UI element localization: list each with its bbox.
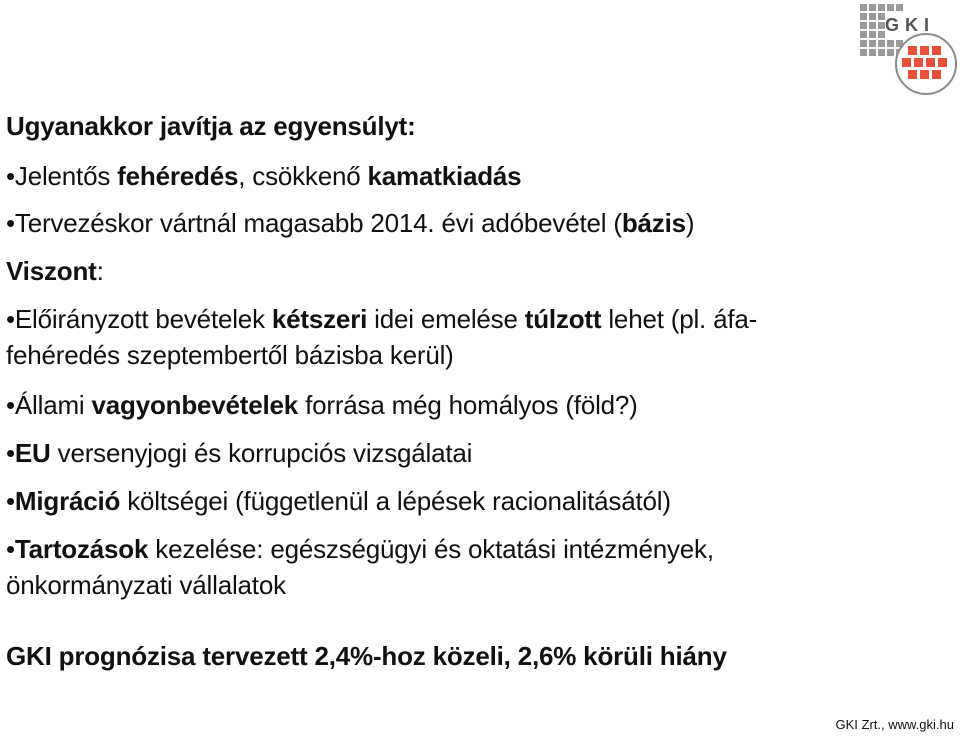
body-text: •Jelentős: [6, 161, 118, 191]
text-line-7: [6, 389, 638, 421]
body-text: •: [6, 486, 15, 516]
body-text: forrása még homályos (föld?): [298, 390, 638, 420]
body-text: •Tervezéskor vártnál magasabb 2014. évi adóbevétel (: [6, 208, 622, 238]
body-text: kezelése: egészségügyi és oktatási intézmények,: [148, 534, 714, 564]
text-line-9: [6, 485, 671, 517]
text-line-3: [6, 207, 694, 239]
emphasis-text: kétszeri: [271, 304, 368, 334]
emphasis-text: Viszont: [6, 256, 97, 286]
text-line-5: [6, 303, 757, 335]
emphasis-text: Tartozások: [14, 534, 149, 564]
body-text: :: [96, 256, 104, 286]
body-text: költségei (függetlenül a lépések racionalitásától): [120, 486, 671, 516]
emphasis-text: EU: [14, 438, 51, 468]
gki-logo-icon: [858, 2, 958, 102]
body-text: •: [6, 534, 15, 564]
gki-logo-text: GKI: [885, 15, 936, 35]
body-text: , csökkenő: [238, 161, 368, 191]
emphasis-text: túlzott: [524, 304, 602, 334]
body-text: fehéredés szeptembertől bázisba kerül): [6, 340, 454, 370]
text-line-10: [6, 533, 714, 565]
text-line-1: [6, 110, 416, 142]
body-text: ): [685, 208, 695, 238]
emphasis-text: bázis: [621, 208, 686, 238]
text-line-11: [6, 569, 286, 601]
text-line-6: [6, 339, 454, 371]
text-line-2: [6, 160, 521, 192]
body-text: lehet (pl. áfa-: [601, 304, 758, 334]
text-line-8: [6, 437, 472, 469]
body-text: •Előirányzott bevételek: [6, 304, 272, 334]
gki-logo: [858, 2, 958, 102]
emphasis-text: fehéredés: [117, 161, 239, 191]
body-text: •Állami: [6, 390, 92, 420]
text-line-4: [6, 255, 104, 287]
emphasis-text: Ugyanakkor javítja az egyensúlyt:: [6, 111, 416, 141]
emphasis-text: kamatkiadás: [367, 161, 522, 191]
emphasis-text: vagyonbevételek: [91, 390, 299, 420]
emphasis-text: GKI prognózisa tervezett 2,4%-hoz közeli, 2,6% körüli hiány: [6, 641, 727, 671]
body-text: idei emelése: [367, 304, 525, 334]
body-text: önkormányzati vállalatok: [6, 570, 286, 600]
body-text: •: [6, 438, 15, 468]
emphasis-text: Migráció: [14, 486, 121, 516]
body-text: versenyjogi és korrupciós vizsgálatai: [50, 438, 473, 468]
footer-credit: GKI Zrt., www.gki.hu: [835, 717, 954, 732]
text-line-12: [6, 640, 727, 672]
